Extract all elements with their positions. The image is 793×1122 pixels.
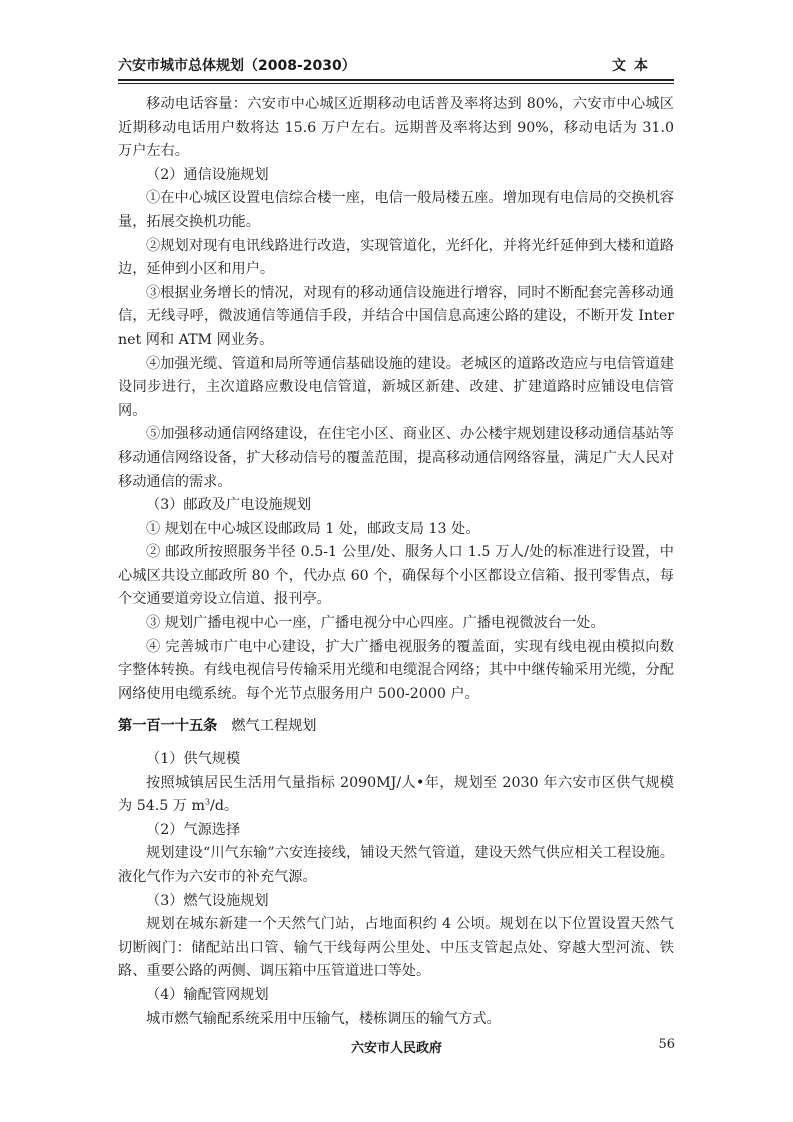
- comm-item-3: ③根据业务增长的情况，对现有的移动通信设施进行增容，同时不断配套完善移动通信，无线寻呼，微波通信等通信手段，并结合中国信息高速公路的建设，不断开发 Internet 网和 ATM 网业务。: [118, 284, 674, 348]
- gas-supply-scale-text: [118, 772, 674, 819]
- article-number: 第一百一十五条: [118, 718, 218, 735]
- heading-gas-network: （4）输配管网规划: [146, 986, 269, 1003]
- post-item-1: ① 规划在中心城区设邮政局 1 处，邮政支局 13 处。: [146, 520, 480, 537]
- paragraph-mobile-capacity: 移动电话容量：六安市中心城区近期移动电话普及率将达到 80%，六安市中心城区近期移动电话用户数将达 15.6 万户左右。远期普及率将达到 90%，移动电话为 31.0 万户左右。: [118, 96, 674, 160]
- comm-item-5: ⑤加强移动通信网络建设，在住宅小区、商业区、办公楼宇规划建设移动通信基站等移动通信网络设备，扩大移动信号的覆盖范围，提高移动通信网络容量，满足广大人民对移动通信的需求。: [118, 426, 674, 490]
- header-rule-thin: [118, 83, 674, 84]
- header-document-type: 文本: [612, 58, 656, 74]
- comm-item-4: ④加强光缆、管道和局所等通信基础设施的建设。老城区的道路改造应与电信管道建设同步进行，主次道路应敷设电信管道，新城区新建、改建、扩建道路时应铺设电信管网。: [118, 355, 674, 419]
- gas-network-text: 城市燃气输配系统采用中压输气，楼栋调压的输气方式。: [146, 1010, 501, 1027]
- post-item-3: ③ 规划广播电视中心一座，广播电视分中心四座。广播电视微波台一处。: [146, 615, 605, 632]
- heading-postal-broadcast: （3）邮政及广电设施规划: [146, 497, 312, 514]
- header-rule-thick: [118, 79, 674, 81]
- page-number: 56: [658, 1037, 675, 1052]
- heading-gas-source: （2）气源选择: [146, 821, 241, 838]
- heading-gas-facilities: （3）燃气设施规划: [146, 892, 269, 909]
- gas-supply-scale-unit-tail: /d。: [210, 798, 239, 815]
- page-header: [118, 55, 674, 79]
- header-document-title: 六安市城市总体规划（2008-2030）: [118, 58, 356, 74]
- gas-supply-scale-main: 按照城镇居民生活用气量指标 2090MJ/人•年，规划至 2030 年六安市区供气规模为 54.5 万 m: [118, 774, 674, 815]
- footer-issuer: 六安市人民政府: [350, 1041, 442, 1056]
- article-title: 燃气工程规划: [231, 718, 317, 735]
- gas-source-text: 规划建设“川气东输”六安连接线，铺设天然气管道，建设天然气供应相关工程设施。液化气作为六安市的补充气源。: [118, 845, 674, 885]
- heading-gas-supply-scale: （1）供气规模: [146, 751, 241, 768]
- superscript-three: 3: [204, 797, 211, 807]
- body-content: [118, 93, 674, 1031]
- post-item-4: ④ 完善城市广电中心建设，扩大广播电视服务的覆盖面，实现有线电视由模拟向数字整体转换。有线电视信号传输采用光缆和电缆混合网络；其中中继传输采用光缆，分配网络使用电缆系统。每个光节点服务用户 500-2000 户。: [118, 638, 674, 702]
- comm-item-1: ①在中心城区设置电信综合楼一座，电信一般局楼五座。增加现有电信局的交换机容量，拓展交换机功能。: [118, 190, 674, 230]
- heading-communication-facilities: （2）通信设施规划: [146, 166, 269, 183]
- comm-item-2: ②规划对现有电讯线路进行改造，实现管道化，光纤化，并将光纤延伸到大楼和道路边，延伸到小区和用户。: [118, 237, 674, 278]
- page-footer: [0, 1037, 793, 1061]
- post-item-2: ② 邮政所按照服务半径 0.5-1 公里/处、服务人口 1.5 万人/处的标准进行设置，中心城区共设立邮政所 80 个，代办点 60 个，确保每个小区都设立信箱、报刊零售点，每个交通要道旁设立信道、报刊亭。: [118, 544, 674, 608]
- gas-facilities-text: 规划在城东新建一个天然气门站，占地面积约 4 公顷。规划在以下位置设置天然气切断阀门：储配站出口管、输气干线每两公里处、中压支管起点处、穿越大型河流、铁路、重要公路的两侧、调压箱中压管道进口等处。: [118, 916, 674, 980]
- article-heading: [118, 715, 674, 739]
